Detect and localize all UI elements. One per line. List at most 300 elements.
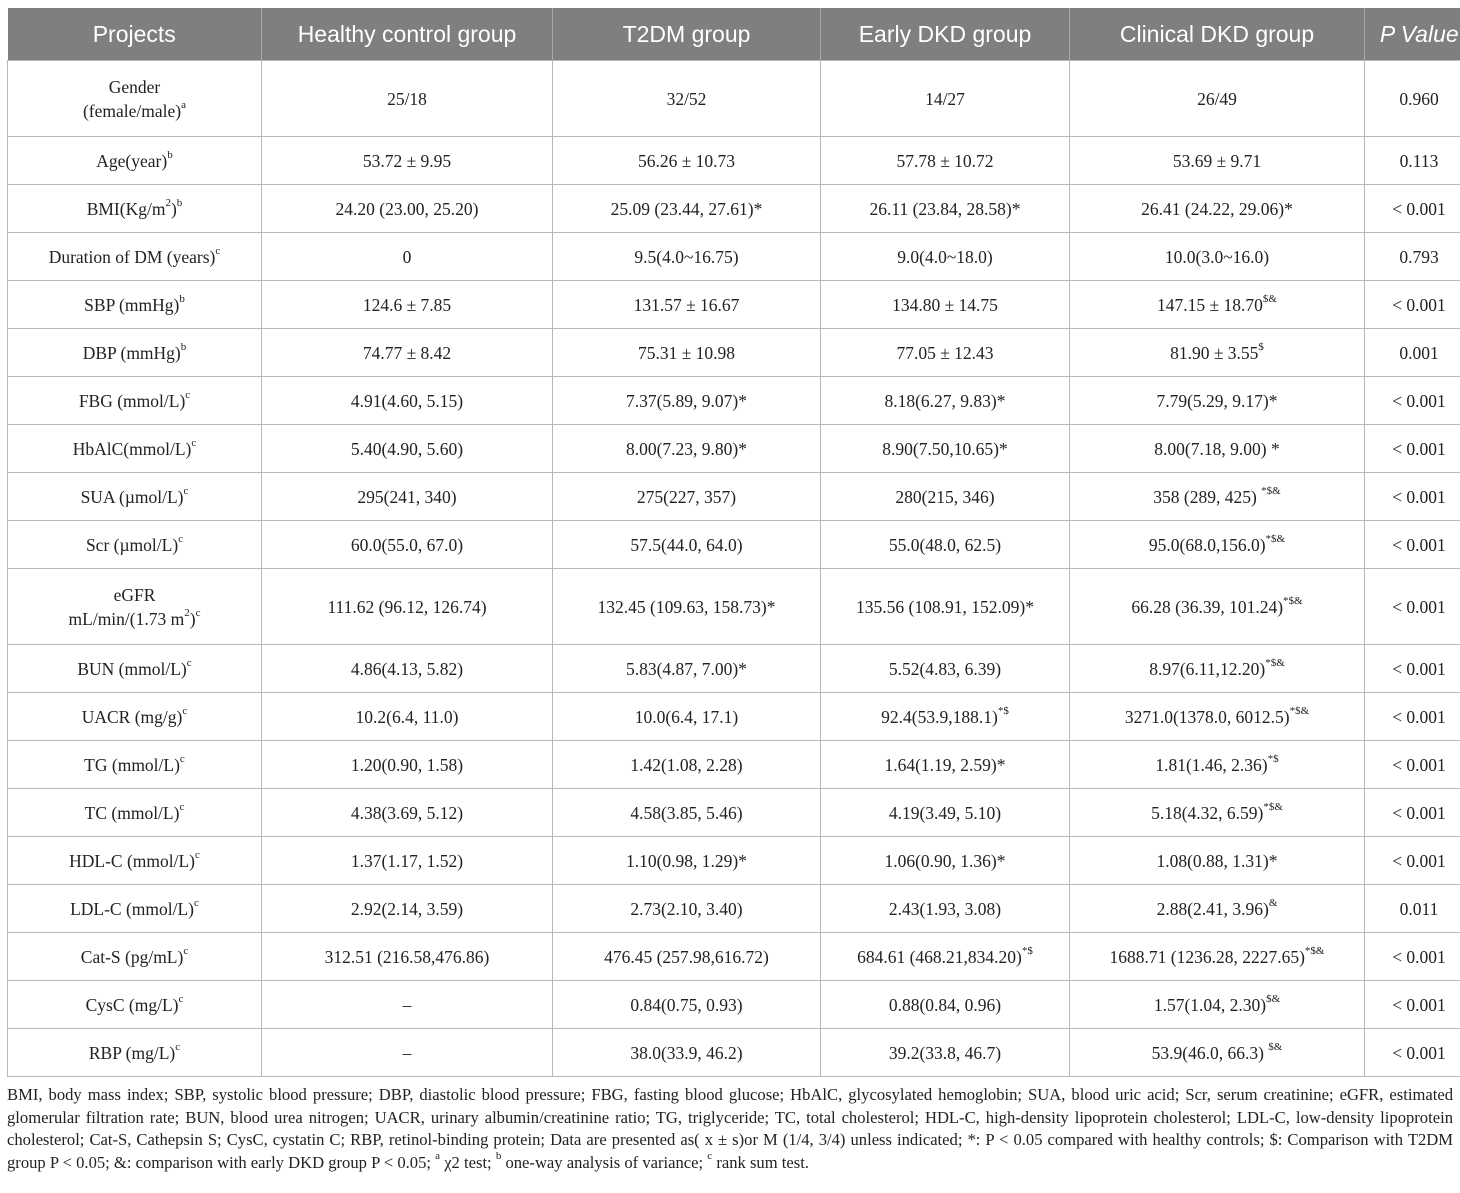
value-cell: [553, 789, 821, 837]
value-text: 2.73(2.10, 3.40): [630, 898, 743, 919]
value-text: 5.40(4.90, 5.60): [350, 438, 464, 459]
value-cell: [262, 885, 553, 933]
value-cell: [262, 185, 553, 233]
project-label: TC (mmol/L): [84, 802, 180, 823]
footnote-sup-b: b: [495, 1149, 502, 1162]
value-text: 38.0(33.9, 46.2): [630, 1042, 743, 1063]
p-value-text: < 0.001: [1392, 198, 1446, 219]
p-value-text: < 0.001: [1392, 658, 1446, 679]
value-cell: [553, 837, 821, 885]
table-row: [8, 425, 1460, 473]
value-cell: [1070, 61, 1365, 137]
value-text: 60.0(55.0, 67.0): [350, 534, 464, 555]
value-text: 57.78 ± 10.72: [896, 150, 994, 171]
project-label: FBG (mmol/L): [78, 390, 186, 411]
significance-marker: *$&: [1265, 532, 1286, 545]
value-cell: [553, 473, 821, 521]
value-text: 8.00(7.23, 9.80)*: [625, 438, 748, 459]
value-cell: [1070, 137, 1365, 185]
p-value-text: < 0.001: [1392, 1042, 1446, 1063]
value-cell: [1070, 885, 1365, 933]
value-cell: [262, 233, 553, 281]
table-row: [8, 741, 1460, 789]
p-value-cell: [1365, 329, 1460, 377]
significance-marker: *$: [1021, 944, 1033, 957]
value-text: –: [402, 1042, 412, 1063]
value-cell: [262, 741, 553, 789]
value-cell: [262, 981, 553, 1029]
value-text: 1.57(1.04, 2.30): [1153, 994, 1267, 1015]
value-cell: [821, 233, 1070, 281]
value-cell: [1070, 645, 1365, 693]
value-text: 8.18(6.27, 9.83)*: [884, 390, 1006, 411]
p-value-cell: [1365, 789, 1460, 837]
significance-marker: *$: [1267, 752, 1279, 765]
project-cell: [8, 185, 262, 233]
value-text: 1.42(1.08, 2.28): [630, 754, 743, 775]
value-cell: [262, 137, 553, 185]
project-cell: [8, 645, 262, 693]
project-superscript: b: [179, 292, 185, 305]
project-label-line2: mL/min/(1.73 m: [68, 608, 185, 629]
value-text: 5.52(4.83, 6.39): [888, 658, 1002, 679]
value-cell: [553, 137, 821, 185]
p-value-cell: [1365, 137, 1460, 185]
value-text: 1.37(1.17, 1.52): [350, 850, 464, 871]
value-cell: [553, 233, 821, 281]
value-text: 1.10(0.98, 1.29)*: [625, 850, 748, 871]
project-cell: [8, 233, 262, 281]
footnote-sup-a: a: [435, 1149, 441, 1162]
value-text: 9.5(4.0~16.75): [634, 246, 739, 267]
project-superscript: c: [183, 944, 189, 957]
value-text: 124.6 ± 7.85: [362, 294, 452, 315]
p-value-cell: [1365, 377, 1460, 425]
value-cell: [1070, 473, 1365, 521]
value-text: 8.90(7.50,10.65)*: [882, 438, 1008, 459]
significance-marker: *$&: [1263, 800, 1283, 813]
value-text: 4.19(3.49, 5.10): [888, 802, 1002, 823]
header-early-dkd: Early DKD group: [821, 8, 1070, 61]
value-text: 9.0(4.0~18.0): [897, 246, 993, 267]
value-cell: [262, 281, 553, 329]
value-cell: [821, 281, 1070, 329]
table-row: [8, 61, 1460, 137]
value-text: 8.97(6.11,12.20): [1149, 658, 1266, 679]
table-row: [8, 233, 1460, 281]
value-text: 1688.71 (1236.28, 2227.65): [1109, 946, 1305, 967]
value-text: 53.72 ± 9.95: [362, 150, 452, 171]
value-text: 81.90 ± 3.55: [1170, 342, 1259, 363]
value-text: 1.06(0.90, 1.36)*: [884, 850, 1006, 871]
table-row: [8, 981, 1460, 1029]
project-cell: [8, 933, 262, 981]
project-superscript: c: [195, 848, 200, 861]
value-cell: [1070, 329, 1365, 377]
project-superscript: a: [181, 98, 187, 111]
value-cell: [553, 645, 821, 693]
significance-marker: *$&: [1283, 594, 1303, 607]
project-label: HbAlC(mmol/L): [72, 438, 192, 459]
table-row: [8, 185, 1460, 233]
value-cell: [1070, 837, 1365, 885]
value-text: 53.9(46.0, 66.3): [1151, 1042, 1269, 1063]
value-cell: [553, 569, 821, 645]
p-value-cell: [1365, 693, 1460, 741]
value-cell: [821, 185, 1070, 233]
p-value-cell: [1365, 233, 1460, 281]
value-text: 1.64(1.19, 2.59)*: [884, 754, 1006, 775]
footnote-main: BMI, body mass index; SBP, systolic blood pressure; DBP, diastolic blood pressure; FBG, fasting blood glucose; HbAlC, glycosylated hemoglobin; SUA, blood uric acid; Scr, serum creatinine; eGFR, estimated glomerular filtration rate; BUN, blood urea nitrogen; UACR, urinary albumin/creatinine ratio; TG, triglyceride; TC, total cholesterol; HDL-C, high-density lipoprotein cholesterol; LDL-C, low-density lipoprotein cholesterol; Cat-S, Cathepsin S; CysC, cystatin C; RBP, retinol-binding protein; Data are presented as( x ± s)or M (1/4, 3/4) unless indicated; *: P < 0.05 compared with healthy controls; $: Comparison with T2DM group P < 0.05; &: comparison with early DKD group P < 0.05;: [7, 1085, 1453, 1172]
value-cell: [262, 693, 553, 741]
value-cell: [821, 377, 1070, 425]
value-cell: [1070, 185, 1365, 233]
data-table: [7, 8, 1460, 1077]
value-text: 75.31 ± 10.98: [637, 342, 736, 363]
project-cell: [8, 281, 262, 329]
project-cell: [8, 741, 262, 789]
value-cell: [262, 569, 553, 645]
value-text: 131.57 ± 16.67: [633, 294, 740, 315]
project-label: UACR (mg/g): [81, 706, 183, 727]
project-cell: [8, 885, 262, 933]
project-cell: [8, 521, 262, 569]
value-text: 4.58(3.85, 5.46): [630, 802, 743, 823]
value-cell: [262, 933, 553, 981]
project-superscript: c: [179, 752, 185, 765]
p-value-text: < 0.001: [1392, 438, 1446, 459]
significance-marker: $&: [1268, 1040, 1283, 1053]
value-text: 25.09 (23.44, 27.61)*: [610, 198, 763, 219]
value-text: 74.77 ± 8.42: [362, 342, 452, 363]
value-cell: [821, 741, 1070, 789]
value-text: 55.0(48.0, 62.5): [888, 534, 1002, 555]
value-text: 7.37(5.89, 9.07)*: [625, 390, 748, 411]
p-value-text: < 0.001: [1392, 802, 1446, 823]
table-row: [8, 377, 1460, 425]
project-inner-superscript: 2: [165, 196, 171, 209]
value-cell: [1070, 933, 1365, 981]
header-p-value: P Value: [1365, 8, 1460, 61]
value-text: 111.62 (96.12, 126.74): [327, 596, 487, 617]
p-value-text: < 0.001: [1392, 706, 1446, 727]
table-row: [8, 933, 1460, 981]
value-cell: [1070, 521, 1365, 569]
value-text: 147.15 ± 18.70: [1157, 294, 1263, 315]
p-value-text: 0.113: [1399, 150, 1439, 171]
value-text: 1.08(0.88, 1.31)*: [1156, 850, 1278, 871]
significance-marker: *$&: [1265, 656, 1285, 669]
value-text: 312.51 (216.58,476.86): [324, 946, 490, 967]
significance-marker: *$&: [1304, 944, 1325, 957]
value-text: 4.91(4.60, 5.15): [350, 390, 464, 411]
value-cell: [821, 473, 1070, 521]
value-text: 134.80 ± 14.75: [892, 294, 998, 315]
project-superscript: c: [178, 532, 184, 545]
p-value-cell: [1365, 1029, 1460, 1077]
value-text: 32/52: [666, 88, 707, 109]
value-cell: [821, 521, 1070, 569]
significance-marker: $: [1258, 340, 1264, 353]
p-value-text: 0.001: [1399, 342, 1439, 363]
project-superscript: c: [175, 1040, 181, 1053]
value-cell: [553, 377, 821, 425]
value-text: 10.0(6.4, 17.1): [634, 706, 739, 727]
value-cell: [553, 1029, 821, 1077]
value-cell: [553, 693, 821, 741]
project-label: DBP (mmHg): [82, 342, 181, 363]
p-value-text: 0.960: [1399, 88, 1439, 109]
value-cell: [821, 837, 1070, 885]
project-cell: [8, 789, 262, 837]
value-text: 14/27: [925, 88, 965, 109]
value-cell: [821, 981, 1070, 1029]
value-cell: [553, 741, 821, 789]
value-text: 2.92(2.14, 3.59): [350, 898, 464, 919]
value-text: 26.41 (24.22, 29.06)*: [1141, 198, 1293, 219]
p-value-text: < 0.001: [1392, 294, 1446, 315]
table-body: [8, 61, 1460, 1077]
project-label: LDL-C (mmol/L): [70, 898, 195, 919]
value-cell: [1070, 789, 1365, 837]
value-cell: [1070, 377, 1365, 425]
p-value-cell: [1365, 521, 1460, 569]
value-cell: [821, 425, 1070, 473]
significance-marker: $&: [1266, 992, 1281, 1005]
value-text: 280(215, 346): [895, 486, 995, 507]
value-cell: [262, 837, 553, 885]
p-value-cell: [1365, 837, 1460, 885]
value-text: 8.00(7.18, 9.00) *: [1154, 438, 1280, 459]
value-text: 684.61 (468.21,834.20): [857, 946, 1022, 967]
p-value-text: < 0.001: [1392, 596, 1446, 617]
p-value-cell: [1365, 933, 1460, 981]
value-text: 135.56 (108.91, 152.09)*: [856, 596, 1034, 617]
table-row: [8, 329, 1460, 377]
value-text: 132.45 (109.63, 158.73)*: [597, 596, 776, 617]
value-text: 92.4(53.9,188.1): [881, 706, 998, 727]
table-row: [8, 789, 1460, 837]
value-cell: [821, 789, 1070, 837]
value-text: 26.11 (23.84, 28.58)*: [869, 198, 1021, 219]
value-text: 39.2(33.8, 46.7): [888, 1042, 1002, 1063]
significance-marker: &: [1268, 896, 1278, 909]
value-cell: [262, 645, 553, 693]
p-value-text: < 0.001: [1392, 946, 1446, 967]
value-text: 56.26 ± 10.73: [637, 150, 736, 171]
value-cell: [262, 473, 553, 521]
project-label: SUA (µmol/L): [80, 486, 184, 507]
project-label-close: ): [189, 608, 196, 629]
table-row: [8, 569, 1460, 645]
value-text: 358 (289, 425): [1153, 486, 1262, 507]
value-cell: [553, 61, 821, 137]
project-label: Gender: [108, 76, 161, 97]
project-superscript: c: [178, 992, 184, 1005]
p-value-text: 0.011: [1399, 898, 1439, 919]
project-superscript: b: [180, 340, 187, 353]
project-cell: [8, 425, 262, 473]
value-text: 26/49: [1197, 88, 1237, 109]
p-value-cell: [1365, 281, 1460, 329]
value-cell: [262, 61, 553, 137]
project-superscript: c: [182, 704, 188, 717]
value-cell: [262, 329, 553, 377]
project-label: HDL-C (mmol/L): [69, 850, 195, 871]
value-cell: [553, 885, 821, 933]
p-value-cell: [1365, 569, 1460, 645]
project-superscript: c: [179, 800, 185, 813]
p-value-text: < 0.001: [1392, 994, 1446, 1015]
project-label: CysC (mg/L): [85, 994, 179, 1015]
project-superscript: c: [194, 896, 199, 909]
project-cell: [8, 61, 262, 137]
significance-marker: *$&: [1289, 704, 1310, 717]
value-cell: [821, 329, 1070, 377]
project-superscript: b: [176, 196, 183, 209]
footnote-a-text: χ2 test;: [440, 1152, 496, 1172]
value-text: 4.38(3.69, 5.12): [350, 802, 464, 823]
project-label: eGFR: [113, 584, 156, 605]
table-row: [8, 885, 1460, 933]
value-cell: [821, 645, 1070, 693]
footnote-sup-c: c: [707, 1149, 713, 1162]
p-value-cell: [1365, 885, 1460, 933]
project-cell: [8, 377, 262, 425]
value-text: 2.43(1.93, 3.08): [888, 898, 1002, 919]
value-cell: [553, 933, 821, 981]
p-value-cell: [1365, 185, 1460, 233]
value-text: 25/18: [387, 88, 427, 109]
value-cell: [821, 137, 1070, 185]
value-text: 10.0(3.0~16.0): [1164, 246, 1270, 267]
significance-marker: *$: [997, 704, 1009, 717]
project-label: BMI(Kg/m: [86, 198, 166, 219]
value-cell: [262, 425, 553, 473]
value-text: 1.81(1.46, 2.36): [1155, 754, 1268, 775]
value-text: 95.0(68.0,156.0): [1148, 534, 1266, 555]
p-value-cell: [1365, 981, 1460, 1029]
p-value-text: < 0.001: [1392, 486, 1446, 507]
project-cell: [8, 981, 262, 1029]
value-cell: [821, 693, 1070, 741]
table-row: [8, 693, 1460, 741]
table-row: [8, 473, 1460, 521]
project-superscript: c: [185, 388, 191, 401]
p-value-text: < 0.001: [1392, 850, 1446, 871]
p-value-text: 0.793: [1399, 246, 1439, 267]
project-cell: [8, 569, 262, 645]
value-text: 0.88(0.84, 0.96): [888, 994, 1002, 1015]
value-cell: [1070, 981, 1365, 1029]
project-label-close: ): [170, 198, 177, 219]
value-cell: [1070, 569, 1365, 645]
value-text: 53.69 ± 9.71: [1172, 150, 1262, 171]
value-cell: [1070, 693, 1365, 741]
p-value-text: < 0.001: [1392, 390, 1446, 411]
value-cell: [1070, 425, 1365, 473]
table-row: [8, 281, 1460, 329]
value-text: 0.84(0.75, 0.93): [630, 994, 743, 1015]
project-label: Scr (µmol/L): [85, 534, 179, 555]
value-text: 57.5(44.0, 64.0): [630, 534, 743, 555]
value-text: 77.05 ± 12.43: [896, 342, 994, 363]
project-superscript: c: [186, 656, 192, 669]
project-label: RBP (mg/L): [88, 1042, 176, 1063]
table-container: [7, 8, 1459, 1174]
table-row: [8, 1029, 1460, 1077]
project-superscript: c: [195, 606, 201, 619]
project-cell: [8, 693, 262, 741]
value-text: 1.20(0.90, 1.58): [350, 754, 464, 775]
table-row: [8, 837, 1460, 885]
footnote-c-text: rank sum test.: [712, 1152, 809, 1172]
header-row: [8, 8, 1460, 61]
significance-marker: *$&: [1261, 484, 1281, 497]
project-superscript: c: [191, 436, 197, 449]
project-cell: [8, 329, 262, 377]
p-value-cell: [1365, 61, 1460, 137]
value-cell: [262, 789, 553, 837]
header-healthy-control: Healthy control group: [262, 8, 553, 61]
value-cell: [821, 933, 1070, 981]
table-row: [8, 645, 1460, 693]
value-text: 5.18(4.32, 6.59): [1151, 802, 1264, 823]
p-value-cell: [1365, 473, 1460, 521]
project-superscript: c: [183, 484, 189, 497]
value-text: 66.28 (36.39, 101.24): [1131, 596, 1284, 617]
value-text: 24.20 (23.00, 25.20): [335, 198, 479, 219]
p-value-cell: [1365, 645, 1460, 693]
project-superscript: b: [167, 148, 173, 161]
header-t2dm: T2DM group: [553, 8, 821, 61]
significance-marker: $&: [1262, 292, 1277, 305]
value-text: 5.83(4.87, 7.00)*: [625, 658, 748, 679]
table-row: [8, 137, 1460, 185]
value-cell: [553, 329, 821, 377]
p-value-cell: [1365, 425, 1460, 473]
project-label: Duration of DM (years): [48, 246, 216, 267]
header-projects: Projects: [8, 8, 262, 61]
value-cell: [1070, 233, 1365, 281]
value-cell: [262, 1029, 553, 1077]
value-cell: [262, 521, 553, 569]
value-text: 3271.0(1378.0, 6012.5): [1124, 706, 1290, 727]
value-cell: [553, 281, 821, 329]
value-text: 0: [402, 246, 412, 267]
value-text: 10.2(6.4, 11.0): [355, 706, 459, 727]
value-text: –: [402, 994, 412, 1015]
project-cell: [8, 473, 262, 521]
value-cell: [553, 425, 821, 473]
value-cell: [553, 521, 821, 569]
project-label: Cat-S (pg/mL): [80, 946, 184, 967]
project-label: Age(year): [96, 150, 168, 171]
value-cell: [821, 61, 1070, 137]
project-cell: [8, 137, 262, 185]
footnote-b-text: one-way analysis of variance;: [501, 1152, 708, 1172]
value-cell: [821, 885, 1070, 933]
p-value-text: < 0.001: [1392, 534, 1446, 555]
value-cell: [262, 377, 553, 425]
project-label: BUN (mmol/L): [77, 658, 187, 679]
value-text: 4.86(4.13, 5.82): [350, 658, 464, 679]
value-text: 295(241, 340): [357, 486, 457, 507]
value-text: 2.88(2.41, 3.96): [1156, 898, 1269, 919]
project-cell: [8, 837, 262, 885]
table-row: [8, 521, 1460, 569]
table-footnote: [7, 1084, 1453, 1174]
